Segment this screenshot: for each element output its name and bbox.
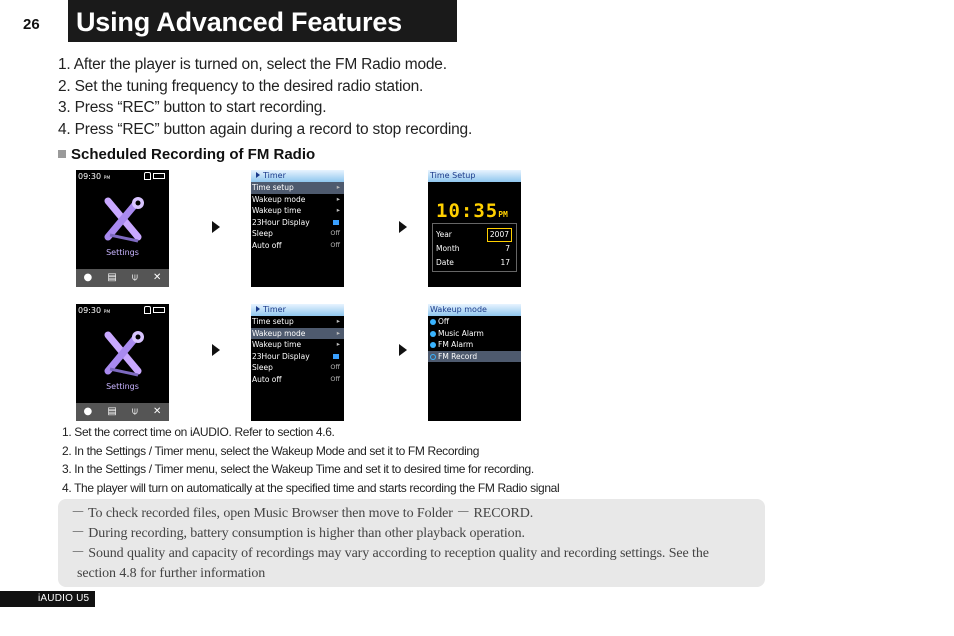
- tools-icon: ✕: [153, 272, 162, 283]
- menu-title: Time Setup: [428, 170, 521, 182]
- microphone-icon: ⍦: [131, 272, 138, 283]
- square-bullet-icon: [58, 150, 66, 158]
- radio-icon: [430, 342, 436, 348]
- arrow-right-icon: [399, 344, 407, 356]
- tip-item: － Sound quality and capacity of recordings may vary according to reception quality and recording settings. See the: [71, 546, 709, 561]
- status-clock: 09:30 PM: [78, 172, 111, 181]
- menu-item: Sleep Off: [252, 363, 340, 372]
- menu-item: Auto off Off: [252, 374, 340, 384]
- radio-icon: [430, 331, 436, 337]
- steps-list: [58, 54, 472, 140]
- checkbox-icon: [333, 220, 339, 225]
- note-item: 2. In the Settings / Timer menu, select the Wakeup Mode and set it to FM Recording: [62, 443, 480, 458]
- settings-screen: [76, 170, 169, 287]
- menu-title: Timer: [251, 170, 344, 182]
- notes-list: [62, 423, 559, 497]
- menu-item: FM Alarm: [428, 339, 521, 351]
- battery-icon: [153, 173, 165, 179]
- date-row: Date 17: [436, 258, 510, 267]
- footer-bar: [0, 591, 95, 607]
- menu-item: FM Record: [428, 351, 521, 363]
- tip-item: － To check recorded files, open Music Browser then move to Folder － RECORD.: [71, 506, 534, 521]
- settings-screen: [76, 304, 169, 421]
- page-title: Using Advanced Features: [76, 7, 402, 37]
- menu-item: Wakeup mode ▸: [251, 328, 344, 340]
- timer-menu-screen: [251, 304, 344, 421]
- folder-icon: ▤: [107, 272, 117, 283]
- lock-icon: [144, 306, 151, 314]
- menu-item: Wakeup mode ▸: [252, 194, 340, 204]
- disc-icon: ●: [83, 406, 93, 417]
- disc-icon: ●: [83, 272, 93, 283]
- menu-item: 23Hour Display: [251, 217, 344, 229]
- time-setup-screen: [428, 170, 521, 287]
- date-row: Month 7: [436, 244, 510, 253]
- settings-label: Settings: [106, 248, 139, 257]
- date-row: Year 2007: [436, 228, 512, 242]
- lock-icon: [144, 172, 151, 180]
- menu-item: Wakeup time ▸: [252, 206, 340, 215]
- tools-icon: [102, 331, 144, 377]
- arrow-right-icon: [399, 221, 407, 233]
- step-item: 3. Press “REC” button to start recording.: [58, 99, 327, 116]
- bottom-icon-bar: [76, 269, 169, 287]
- note-item: 3. In the Settings / Timer menu, select the Wakeup Time and set it to desired time for recording.: [62, 462, 534, 476]
- section-heading: Scheduled Recording of FM Radio: [58, 146, 315, 163]
- menu-title: Timer: [251, 304, 344, 316]
- battery-icon: [153, 307, 165, 313]
- menu-title: Wakeup mode: [428, 304, 521, 316]
- arrow-right-icon: [212, 344, 220, 356]
- tools-icon: [102, 197, 144, 243]
- menu-item: Sleep Off: [252, 229, 340, 238]
- menu-item: Auto off Off: [252, 240, 340, 250]
- menu-item: Off: [428, 316, 521, 328]
- note-item: 1. Set the correct time on iAUDIO. Refer to section 4.6.: [62, 425, 335, 439]
- menu-item: Music Alarm: [428, 328, 521, 340]
- folder-icon: ▤: [107, 406, 117, 417]
- tip-item: － During recording, battery consumption is higher than other playback operation.: [71, 526, 525, 541]
- footer-label: iAUDIO U5: [38, 593, 90, 604]
- checkbox-icon: [333, 354, 339, 359]
- radio-icon: [430, 319, 436, 325]
- title-bar: [68, 0, 457, 42]
- step-item: 4. Press “REC” button again during a record to stop recording.: [58, 120, 473, 138]
- microphone-icon: ⍦: [131, 406, 138, 417]
- menu-item: 23Hour Display: [251, 351, 344, 363]
- page-number: 26: [23, 16, 40, 33]
- timer-menu-screen: [251, 170, 344, 287]
- radio-icon: [430, 354, 436, 360]
- step-item: 2. Set the tuning frequency to the desired radio station.: [58, 77, 424, 95]
- status-clock: 09:30 PM: [78, 306, 111, 315]
- bottom-icon-bar: [76, 403, 169, 421]
- menu-item: Wakeup time ▸: [252, 340, 340, 349]
- menu-item: Time setup ▸: [251, 182, 344, 194]
- step-item: 1. After the player is turned on, select the FM Radio mode.: [58, 56, 447, 73]
- note-item: 4. The player will turn on automatically at the specified time and starts recording the FM Radio signal: [62, 480, 560, 495]
- menu-item: Time setup ▸: [252, 317, 340, 326]
- wakeup-mode-screen: [428, 304, 521, 421]
- time-display: 10:35PM: [436, 200, 508, 222]
- tools-icon: ✕: [153, 406, 162, 417]
- tip-item: section 4.8 for further information: [77, 566, 266, 581]
- settings-label: Settings: [106, 382, 139, 391]
- arrow-right-icon: [212, 221, 220, 233]
